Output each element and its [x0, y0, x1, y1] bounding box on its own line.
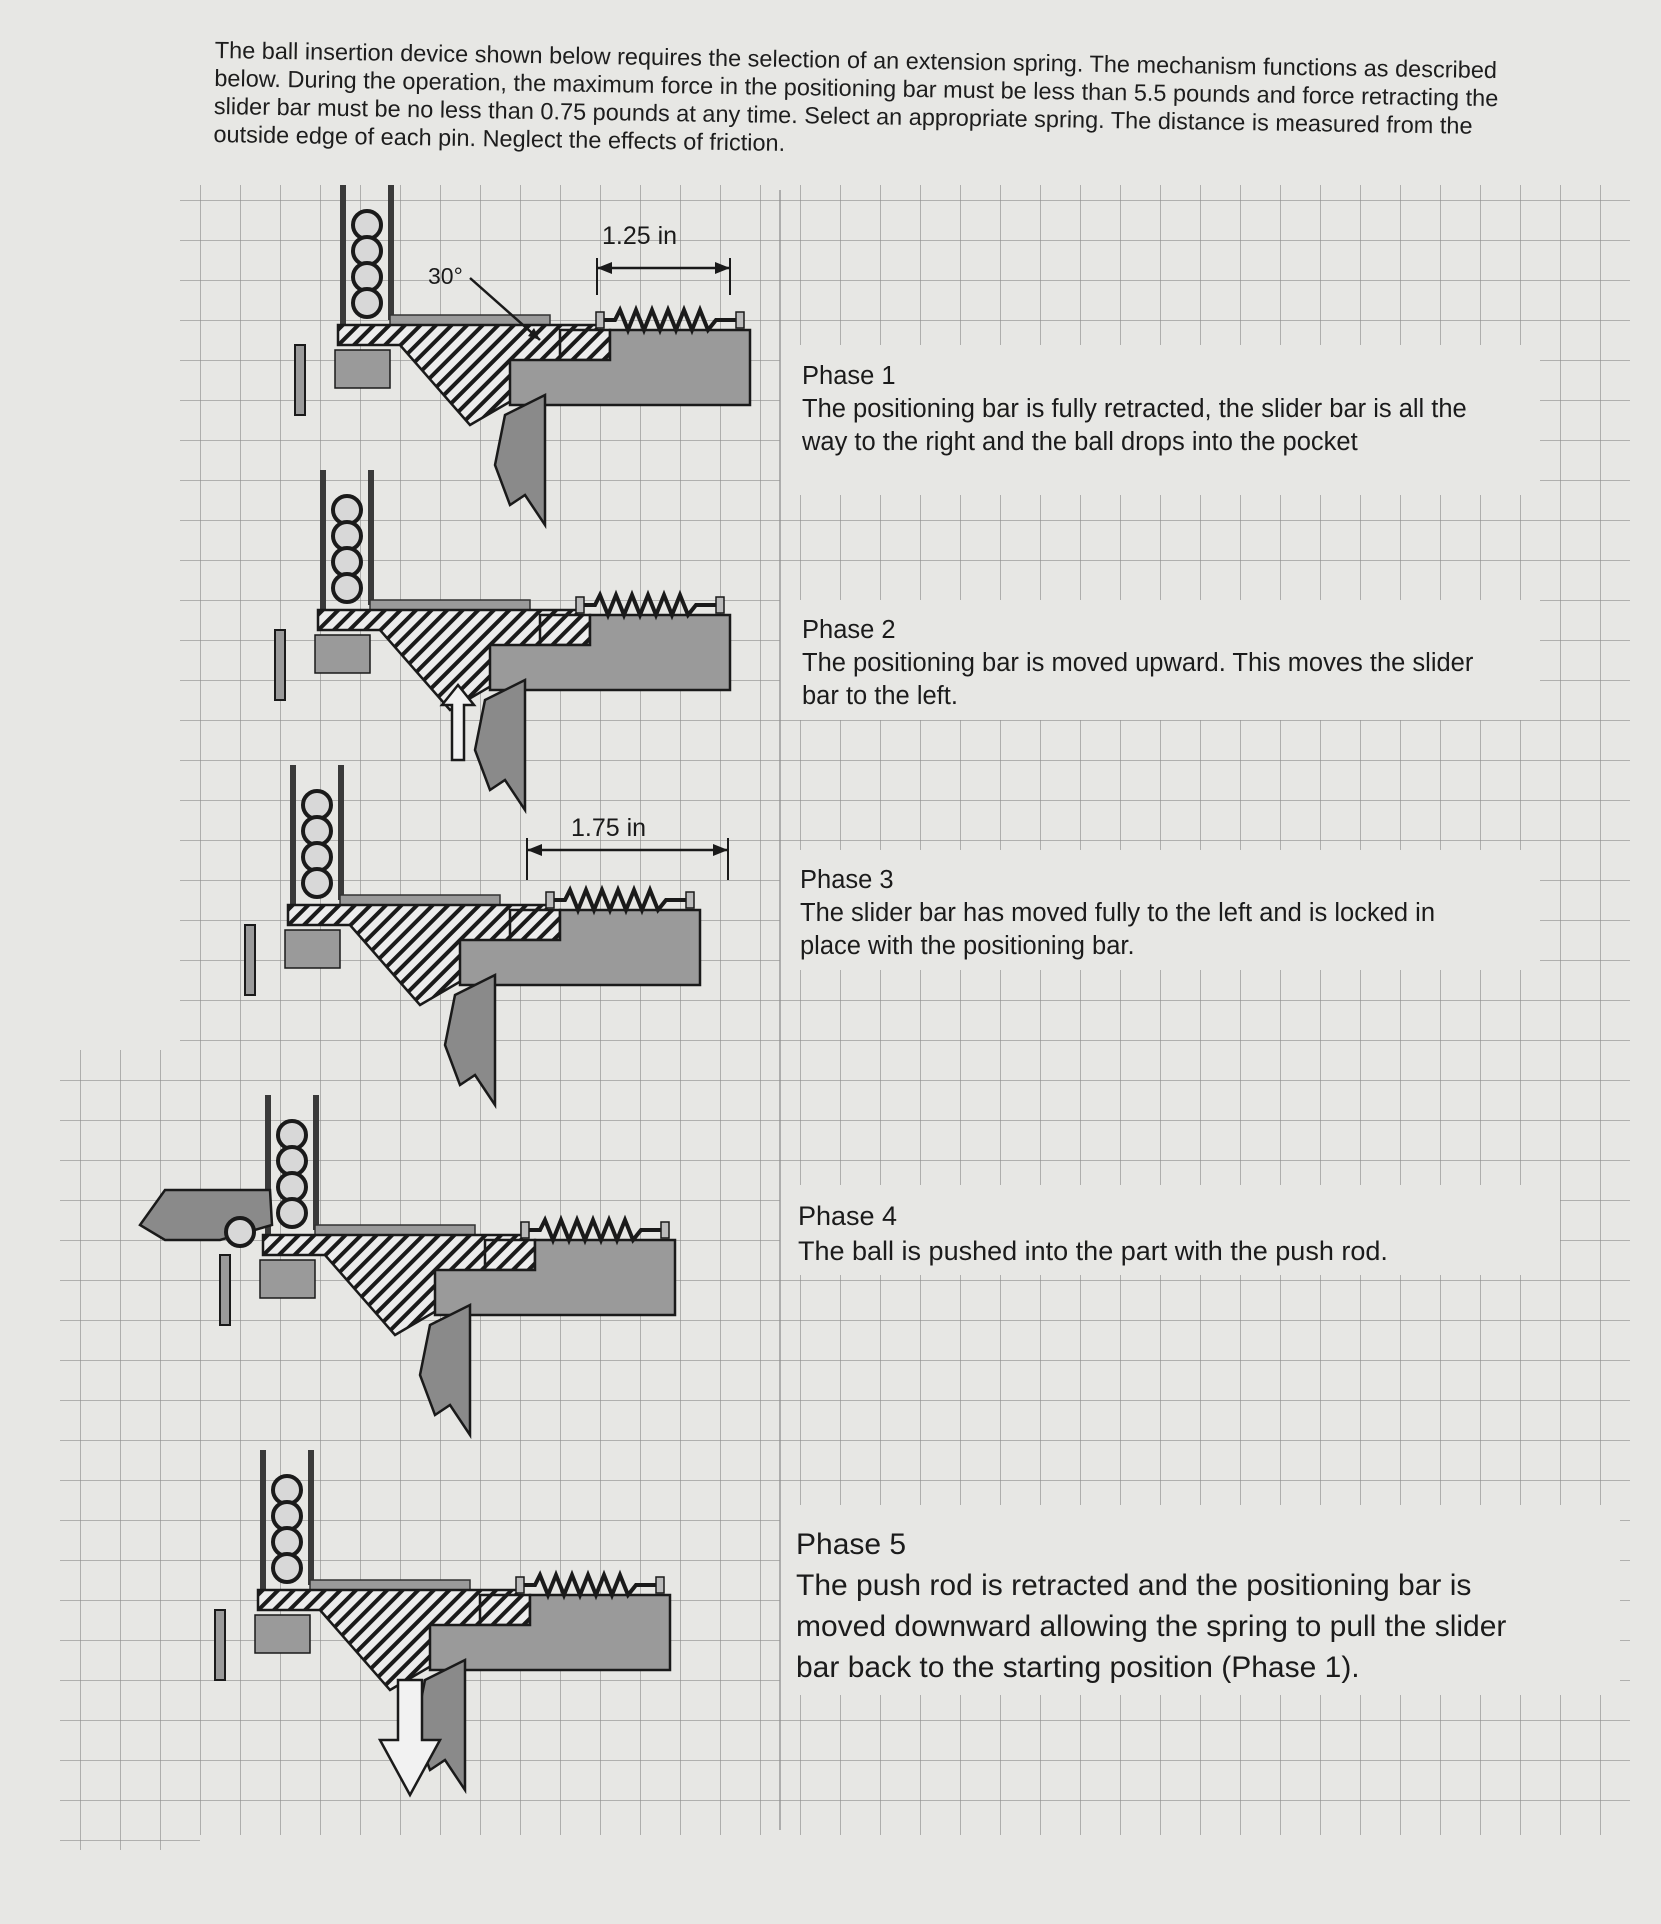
dimension-label-phase1: 1.25 in [602, 222, 678, 250]
phase-2-description: The positioning bar is moved upward. This moves the slider bar to the left. [802, 649, 1474, 710]
phase-3-title: Phase 3 [800, 866, 894, 894]
phase-4-description: The ball is pushed into the part with the push rod. [798, 1236, 1388, 1266]
phase-3-description: The slider bar has moved fully to the left and is locked in place with the positioning bar. [800, 899, 1435, 960]
angle-label: 30° [428, 263, 463, 289]
phase-4-title: Phase 4 [798, 1201, 898, 1231]
phase-4-text [792, 1197, 1544, 1271]
phase-5-text [790, 1522, 1562, 1690]
phase-2-text [796, 612, 1508, 715]
phase-5-title: Phase 5 [796, 1528, 907, 1561]
dimension-label-phase3: 1.75 in [571, 814, 647, 842]
phase-2-title: Phase 2 [802, 616, 896, 644]
problem-statement: The ball insertion device shown below requires the selection of an extension spring. The mechanism functions as described below. During the operation, the maximum force in the positioning bar must be less than 5.5 pounds and force retracting the slider bar must be no less than 0.75 pounds at any time. Select an appropriate spring. The distance is measured from the outside edge of each pin. Neglect the effects of friction. [213, 36, 1499, 156]
phase-1-description: The positioning bar is fully retracted, the slider bar is all the way to the right and the ball drops into the pocket [802, 395, 1467, 456]
phase-1-text [796, 358, 1508, 461]
phase-3-text [794, 862, 1506, 965]
phase-1-title: Phase 1 [802, 362, 896, 390]
phase-5-description: The push rod is retracted and the positioning bar is moved downward allowing the spring to pull the slider bar back to the starting position (Phase 1). [796, 1569, 1507, 1684]
